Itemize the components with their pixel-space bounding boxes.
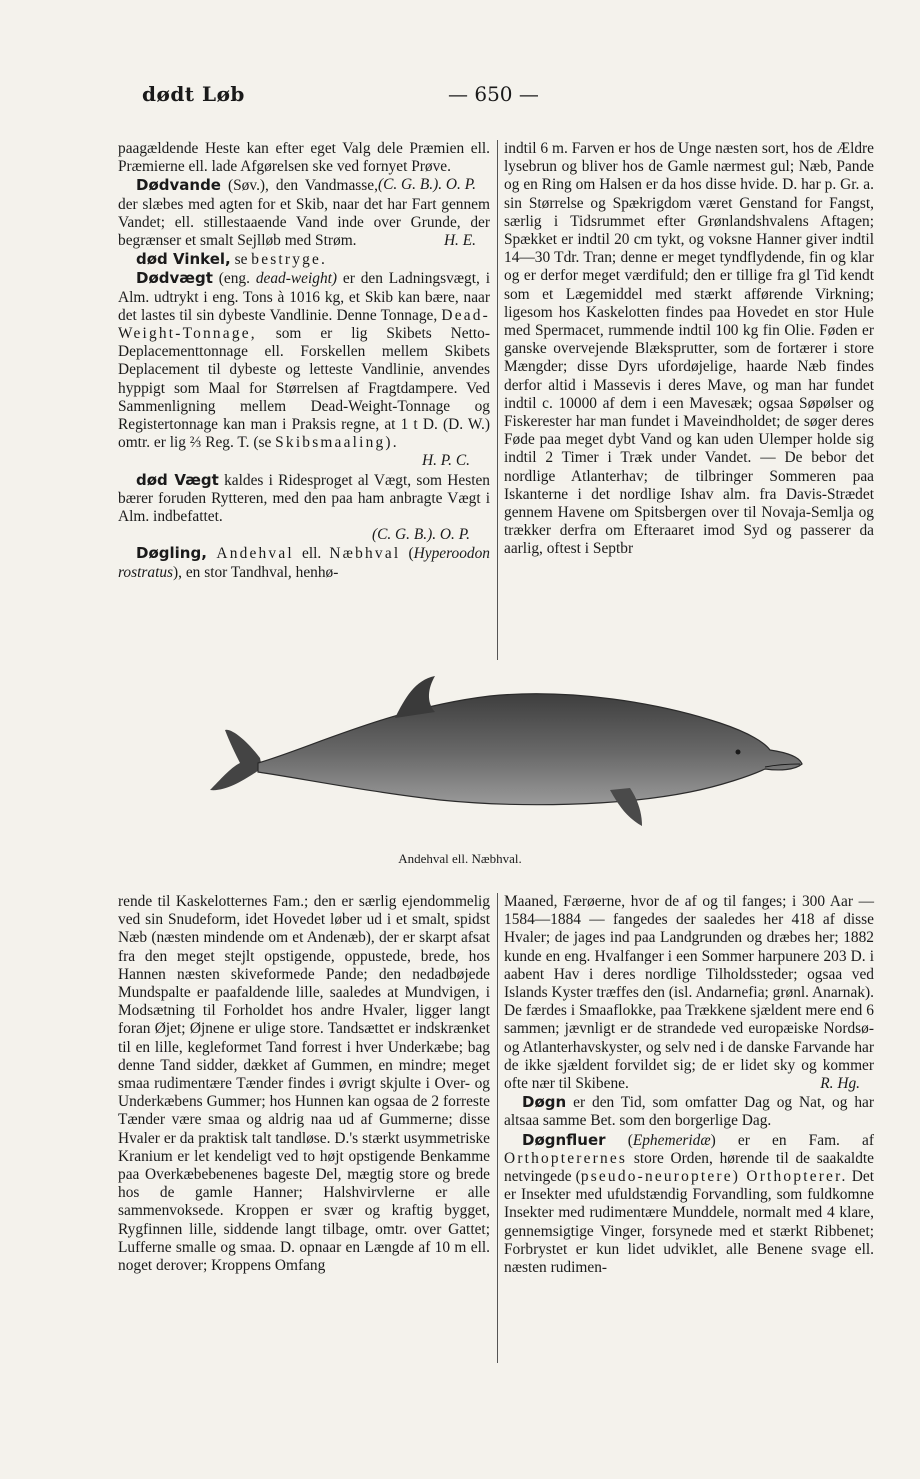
column-upper-left [118,140,490,582]
headword: Dødvægt [136,269,213,288]
figure-caption: Andehval ell. Næbhval. [398,851,522,866]
column-upper-right [504,140,874,559]
headword: Døgnfluer [522,1130,606,1149]
entry-dodvaegt: Dødvægt (eng. dead-weight) er den Ladningsvægt, i Alm. udtrykt i eng. Tons à 1016 kg, et Skib kan bære, naar det lastes til sin dybeste Vandlinie. Denne Tonnage, Dead-Weight-Tonnage, som er lig Skibets Netto-Deplacementtonnage ell. Forskellen mellem Skibets Deplacement til dybeste og letteste Vandlinie, anvendes hyppigt som Maal for Størrelsen af Fragtdampere. Ved Sammenligning mellem Dead-Weight-Tonnage og Registertonnage kan man i Praksis regne, at 1 t D. (D. W.) omtr. er lig ⅔ Reg. T. (se Skibsmaaling). H. P. C. [118,269,491,470]
entry-continuation: paagældende Heste kan efter eget Valg dele Præmien ell. Præmierne ell. lade Afgørelsen ske ved fornyet Prøve. (C. G. B.). O. P. [118,140,490,194]
headword: død Vægt [136,470,219,489]
column-lower-right [504,893,874,1277]
entry-dogn: Døgn er den Tid, som omfatter Dag og Nat, og har altsaa samme Bet. som den borgerlige Dag. [504,1093,874,1130]
headword: Dødvande [136,176,221,195]
page-number: — 650 — [448,82,539,106]
column-rule-lower [497,893,498,1363]
cross-reference: bestryge. [251,251,328,269]
entry-dodvande: Dødvande (Søv.), den Vandmasse, der slæbes med agten for et Skib, naar det har Fart gennem Vandet; ell. stillestaaende Vand inde over Grunde, der begrænser et smalt Sejlløb med Strøm. H. E. [118,176,490,250]
running-head: dødt Løb [142,82,245,106]
column-rule-upper [497,140,498,660]
entry-dod-vaegt: død Vægt kaldes i Ridesproget al Vægt, som Hesten bærer foruden Rytteren, med den paa ham anbragte Vægt i Alm. indbefattet. (C. G. B.). O. P. [118,470,490,544]
author-signature: R. Hg. [820,1075,860,1093]
entry-continuation: Maaned, Færøerne, hvor de af og til fanges; i 300 Aar — 1584—1884 — fangedes der saaledes her 418 af disse Hvaler; de jages ind paa Landgrunden og dræbes her; 1882 kunde en eng. Hvalfanger i een Sommer harpunere 203 D. i aabent Hav i deres nordlige Tilholdssteder; ogsaa ved Islands Kyster træffes den (isl. Andarnefia; grønl. Anarnak). De færdes i Smaaflokke, paa Trækkene sjældent mere end 6 sammen; jævnligt er de strandede ved europæiske Nordsø- og Atlanterhavskyster, og selv ned i de danske Farvande har de ikke sjældent forvildet sig; de er lidet sky og kommer ofte nær til Skibene. R. Hg. [504,893,874,1093]
author-signature: (C. G. B.). O. P. [377,176,476,194]
headword: Døgn [522,1093,567,1112]
column-lower-left [118,893,490,1275]
entry-dognfluer: Døgnfluer (Ephemeridæ) er en Fam. af Orthopterernes store Orden, hørende til de saakaldte netvingede (pseudo-neuroptere) Orthopterer. Det er Insekter med ufuldstændig Forvandling, som fuldkomne Insekter med rudimentære Munddele, normalt med 4 klare, gennemsigtige Vinger, forsynede med et stærkt Ribbenet; Forbrystet er kun lidet udviklet, alle Benene svage ell. næsten rudimen- [504,1130,874,1277]
author-signature: (C. G. B.). O. P. [371,526,470,544]
entry-continuation: indtil 6 m. Farven er hos de Unge næsten sort, hos de Ældre lysebrun og bliver hos de Gamle nærmest gul; Næb, Pande og en Ring om Halsen er da hos disse hvide. D. har p. Gr. a. sin Størrelse og Spækrigdom været Genstand for Fangst, særlig i Tidsrummet efter Grønlandshvalens Aftagen; Spækket er indtil 20 cm tykt, og voksne Hanner giver indtil 14—30 Tdr. Tran; denne er meget tyndflydende, fin og klar og er derfor meget værdifuld; den er tillige fra gl Tid kendt som et Lægemiddel med stærkt afførende Virkning; ligesom hos Kaskelotten findes paa Hovedet en stor Hule med Spermacet, rummende indtil 100 kg fin Olie. Føden er ganske overvejende Blæksprutter, som de fortærer i store Mængder; disse Dyrs ufordøjelige, haarde Næb findes derfor altid i Massevis i deres Mave, og man har fundet indtil c. 10000 af dem i een Mavesæk; ogsaa Søpølser og Fiskerester har man fundet i Maveindholdet; de søger deres Føde paa meget dybt Vand og kan uden Ulemper holde sig indtil 2 Timer i Træk under Vandet. — De bebor det nordlige Atlanterhav; de tilbringer Sommeren paa Iskanterne i det nordlige Ishav alm. fra Davis-Strædet gennem Havene om Spitsbergen over til Novaja-Semlja og trækker derfra om Efteraaret imod Syd og passerer da aarlig, oftest i Septbr [504,140,874,558]
entry-dod-vinkel: død Vinkel, se bestryge. [136,250,328,269]
cross-reference: Skibsmaaling). [275,434,399,452]
headword: Døgling, [136,544,207,563]
entry-dogling: Døgling, Andehval ell. Næbhval (Hyperoodon rostratus), en stor Tandhval, henhø- [118,544,490,581]
author-signature: H. E. [443,232,476,250]
entry-continuation: rende til Kaskelotternes Fam.; den er særlig ejendommelig ved sin Snudeform, idet Hovedet løber ud i et smalt, spidst Næb (næsten mindende om et Andenæb), der er skarpt afsat fra den meget stejlt opstigende, oppustede, brede, hos Hannen næsten skiveformede Pande; den nedadbøjede Mundspalte er paafaldende lille, saaledes at Mundvigen, i Modsætning til Forholdet hos andre Hvaler, ligger langt foran Øjet; Øjnene er ulige store. Tandsættet er indskrænket til en lille, kegleformet Tand forrest i hver Underkæbe; bag denne Tand sidder, dækket af Gummen, en mindre; meget smaa rudimentære Tænder findes i øvrigt skjulte i Over- og Underkæbens Gummer; hos Hunnen kan ogsaa de 2 forreste Tænder være smaa og aldrig naa ud af Gummerne; disse Hvaler er da praktisk talt tandløse. D.'s stærkt usymmetriske Kranium er let kendeligt ved to højt opstigende Benkamme paa Overkæbebenenes bageste Del, mægtig store og brede hos de gamle Hanner; Halshvirvlerne er alle sammenvoksede. Kroppen er svær og kraftig bygget, Rygfinnen lille, siddende langt tilbage, omtr. over Gattet; Lufferne smalle og smaa. D. opnaar en Længde af 10 m ell. noget derover; Kroppens Omfang [118,893,490,1275]
whale-illustration [190,668,810,858]
author-signature: H. P. C. [421,452,470,470]
page-header [118,82,888,112]
headword: død Vinkel, [136,250,231,269]
